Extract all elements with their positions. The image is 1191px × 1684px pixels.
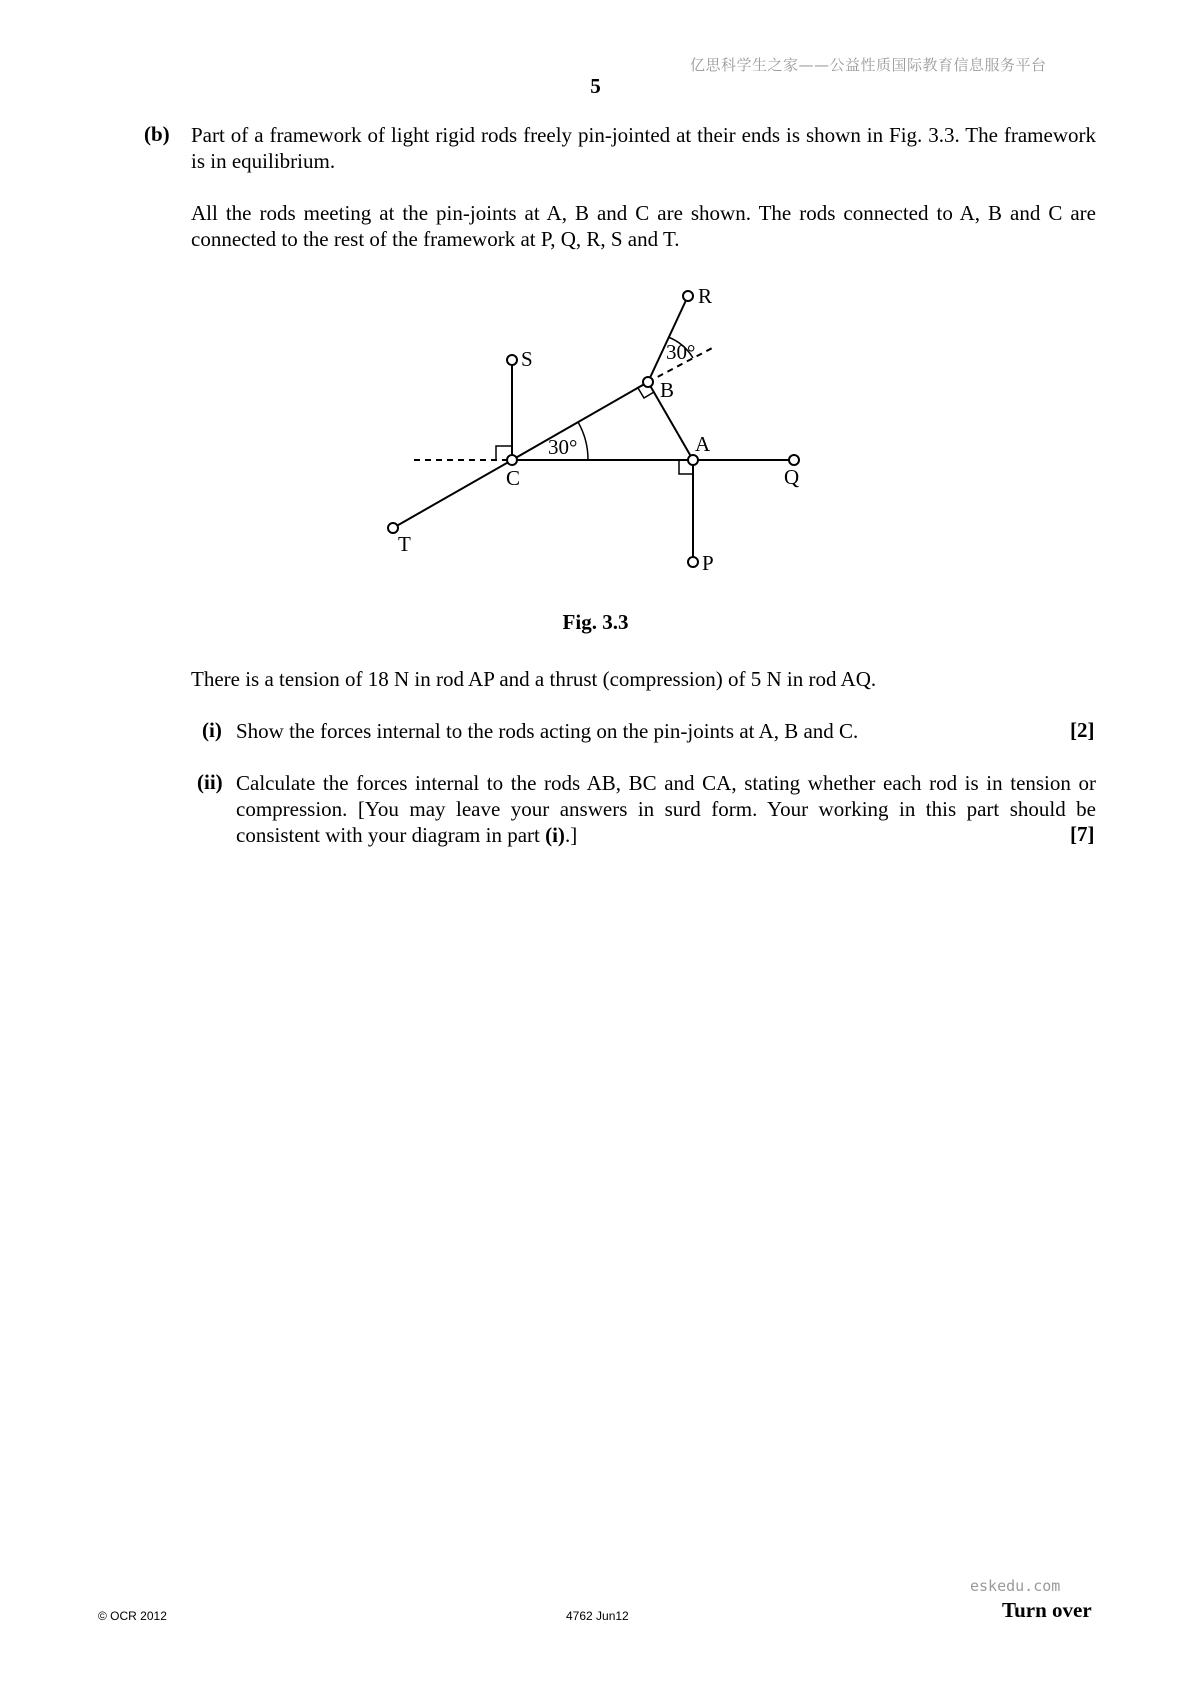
question-b-given-forces: There is a tension of 18 N in rod AP and a thrust (compression) of 5 N in rod AQ.	[191, 667, 877, 691]
label-b: B	[660, 378, 675, 402]
question-b-intro: Part of a framework of light rigid rods freely pin-jointed at their ends is shown in Fig. 3.3. The framework is in equilibrium.	[191, 123, 1096, 173]
rod-ct	[393, 460, 512, 528]
angle-label-c: 30°	[548, 435, 578, 459]
part-ii-text-end: .]	[564, 823, 578, 847]
label-q: Q	[784, 465, 800, 489]
label-c: C	[506, 466, 521, 490]
part-ii-text	[236, 770, 1096, 848]
angle-arc-c	[578, 422, 588, 460]
end-p	[688, 557, 698, 567]
end-t	[388, 523, 398, 533]
end-r	[683, 291, 693, 301]
joint-a	[688, 455, 698, 465]
rod-br	[648, 296, 688, 382]
part-i-label: (i)	[202, 718, 222, 742]
part-i-marks: [2]	[1070, 718, 1095, 742]
label-t: T	[398, 532, 411, 556]
footer-paper-code: 4762 Jun12	[566, 1609, 629, 1623]
rod-cb	[512, 382, 648, 460]
framework-diagram	[380, 280, 820, 580]
page-number: 5	[590, 74, 601, 98]
label-p: P	[702, 551, 714, 575]
end-q	[789, 455, 799, 465]
question-b-label: (b)	[144, 122, 170, 146]
label-s: S	[521, 347, 533, 371]
header-watermark: 亿思科学生之家——公益性质国际教育信息服务平台	[690, 56, 1047, 74]
question-b-rods-description: All the rods meeting at the pin-joints at A, B and C are shown. The rods connected to A, B and C are connected to the rest of the framework at P, Q, R, S and T.	[191, 201, 1096, 251]
angle-label-b: 30°	[666, 340, 696, 364]
part-i-text: Show the forces internal to the rods acting on the pin-joints at A, B and C.	[236, 719, 859, 743]
part-ii-marks: [7]	[1070, 822, 1095, 846]
label-r: R	[698, 284, 713, 308]
figure-caption: Fig. 3.3	[562, 610, 629, 634]
label-a: A	[695, 432, 711, 456]
part-ii-text-main: Calculate the forces internal to the rods AB, BC and CA, stating whether each rod is in tension or compression. [You may leave your answers in surd form. Your working in this part should be consistent with your diagram in part	[236, 771, 1096, 847]
joint-c	[507, 455, 517, 465]
part-ii-label: (ii)	[197, 770, 223, 794]
end-s	[507, 355, 517, 365]
part-ii-ref: (i)	[545, 823, 565, 847]
footer-copyright: © OCR 2012	[98, 1609, 167, 1623]
turn-over: Turn over	[1002, 1598, 1092, 1622]
footer-watermark: eskedu.com	[970, 1577, 1061, 1595]
joint-b	[643, 377, 653, 387]
